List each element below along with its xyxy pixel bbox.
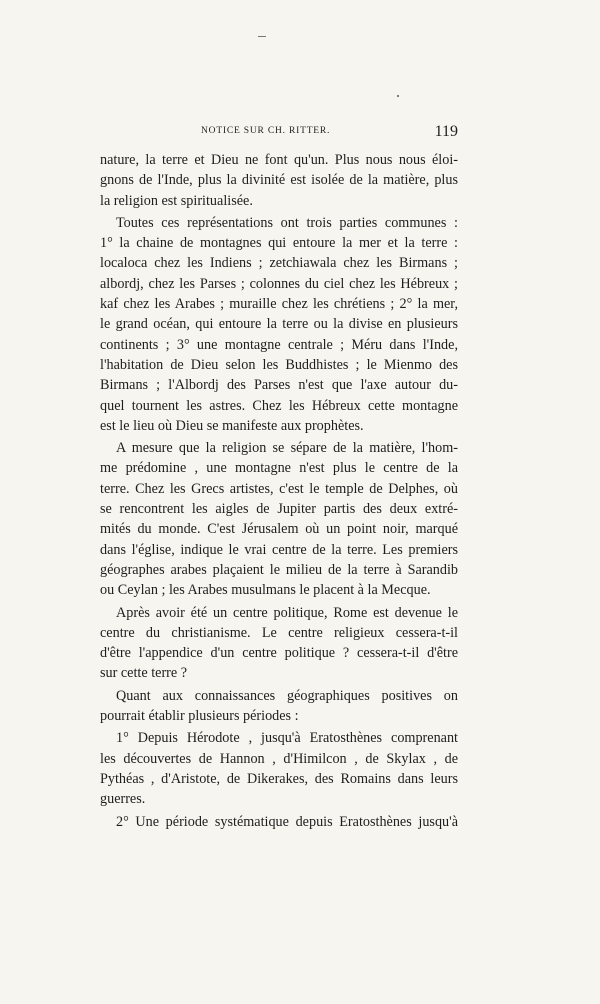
text-line: kaf chez les Arabes ; muraille chez les chrétiens ; 2° la mer, [100, 296, 458, 313]
text-line: Quant aux connaissances géographiques positives on [116, 687, 458, 704]
text-line: Pythéas , d'Aristote, de Dikerakes, des Romains dans leurs [100, 770, 458, 787]
text-line: le grand océan, qui entoure la terre ou la divise en plusieurs [100, 316, 458, 333]
text-line: les découvertes de Hannon , d'Himilcon , de Skylax , de [100, 750, 458, 767]
text-line: terre. Chez les Grecs artistes, c'est le temple de Delphes, où [100, 480, 458, 497]
text-line: Birmans ; l'Albordj des Parses n'est que l'axe autour du- [100, 377, 458, 394]
text-line: l'habitation de Dieu selon les Buddhistes ; le Mienmo des [100, 356, 458, 373]
text-line: géographes arabes plaçaient le milieu de la terre à Sarandib [100, 561, 458, 578]
text-line: albordj, chez les Parses ; colonnes du ciel chez les Hébreux ; [100, 275, 458, 292]
running-head: NOTICE SUR CH. RITTER. [201, 126, 331, 136]
text-line: quel tournent les astres. Chez les Hébreux cette montagne [100, 397, 458, 414]
text-line: d'être l'appendice d'un centre politique ? cessera-t-il d'être [100, 645, 458, 662]
text-line: A mesure que la religion se sépare de la matière, l'hom- [116, 440, 458, 457]
text-line: Toutes ces représentations ont trois parties communes : [116, 214, 458, 231]
text-line: dans l'église, indique le vrai centre de la terre. Les premiers [100, 541, 458, 558]
text-line: la religion est spiritualisée. [100, 192, 253, 209]
text-line: nature, la terre et Dieu ne font qu'un. Plus nous nous éloi- [100, 152, 458, 168]
text-line: continents ; 3° une montagne centrale ; Méru dans l'Inde, [100, 336, 458, 353]
page-header [100, 123, 458, 142]
text-line: Après avoir été un centre politique, Rome est devenue le [116, 604, 458, 621]
text-line: guerres. [100, 791, 146, 808]
text-line: 1° la chaine de montagnes qui entoure la mer et la terre : [100, 235, 458, 252]
text-line: se rencontrent les aigles de Jupiter partis des deux extré- [100, 501, 458, 518]
text-line: me prédomine , une montagne n'est plus le centre de la [100, 460, 458, 477]
text-line: 1° Depuis Hérodote , jusqu'à Eratosthènes comprenant [116, 730, 458, 747]
text-line: mités du monde. C'est Jérusalem où un point noir, marqué [100, 521, 458, 538]
text-line: centre du christianisme. Le centre religieux cessera-t-il [100, 624, 458, 641]
text-line: 2° Une période systématique depuis Eratosthènes jusqu'à [116, 813, 458, 830]
body-text [100, 150, 458, 832]
text-line: ou Ceylan ; les Arabes musulmans le placent à la Mecque. [100, 582, 431, 599]
text-line: pourrait établir plusieurs périodes : [100, 708, 299, 725]
print-mark [258, 36, 266, 37]
text-line: sur cette terre ? [100, 665, 188, 682]
text-line: gnons de l'Inde, plus la divinité est isolée de la matière, plus [100, 172, 458, 189]
ink-speck [397, 95, 399, 97]
page-number: 119 [434, 123, 458, 140]
text-line: est le lieu où Dieu se manifeste aux prophètes. [100, 417, 364, 434]
text-line: localoca chez les Indiens ; zetchiawala chez les Birmans ; [100, 255, 458, 272]
